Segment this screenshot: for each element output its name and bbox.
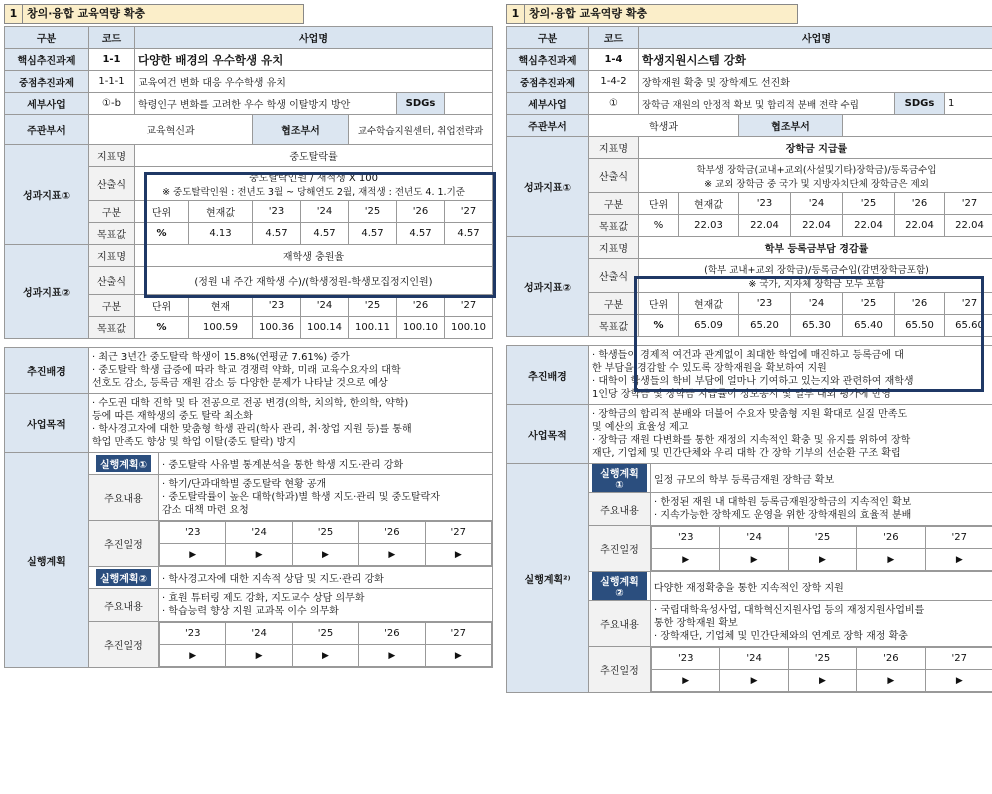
plan1-schedule [651,526,992,571]
year-25: '25 [843,293,895,315]
indicator2-current-label: 현재 [189,295,253,317]
plan1-title: 일정 규모의 학부 등록금재원 장학금 확보 [651,464,992,493]
plan2-tag: 실행계획② [592,572,647,600]
indicator1-target-23: 4.57 [253,223,301,245]
indicator1-label: 성과지표① [5,145,89,245]
plan1-tag: 실행계획① [96,455,151,472]
indicator1-target-27: 22.04 [945,215,992,237]
background-line: · 대학이 학생들의 학비 부담에 얼마나 기여하고 있는지와 관련하여 재학생 [592,376,914,387]
sched-year: '26 [359,522,425,544]
indicator1-formula: 중도탈락인원 / 재적생 X 100 [249,173,378,184]
sched-year: '23 [652,648,720,670]
detail-label: 세부사업 [507,93,589,115]
year-24: '24 [791,293,843,315]
indicator1-current-label: 현재값 [189,201,253,223]
plan-table [506,345,992,693]
core-label: 핵심추진과제 [5,49,89,71]
header-name: 사업명 [135,27,493,49]
sched-year: '24 [720,648,788,670]
indicator2-target-24: 100.14 [301,317,349,339]
indicator2-name: 학부 등록금부담 경감률 [639,237,992,259]
indicator1-target-25: 22.04 [843,215,895,237]
indicator1-current: 4.13 [189,223,253,245]
mid-code: 1-4-2 [589,71,639,93]
indicator2-target-27: 100.10 [445,317,493,339]
background-line: 1인당 장학금 및 장학금 지급률이 정보공시 및 일부 대외 평가에 반영 [592,389,891,400]
plan1-line: · 중도탈락률이 높은 대학(학과)별 학생 지도·관리 및 중도탈락자 [162,492,440,503]
plan1-line: · 지속가능한 장학제도 운영을 위한 장학재원의 효율적 분배 [654,510,912,521]
indicator1-unit-label: 단위 [639,193,679,215]
background-line: 한 부담을 경감할 수 있도록 장학재원을 확보하여 지원 [592,363,827,374]
sched-year: '25 [788,648,856,670]
year-24: '24 [791,193,843,215]
indicator2-current: 100.59 [189,317,253,339]
sdgs-value [445,93,493,115]
schedule-arrow-icon: ▶ [292,645,358,667]
year-23: '23 [253,295,301,317]
indicator1-target-27: 4.57 [445,223,493,245]
schedule-arrow-icon: ▶ [720,670,788,692]
plan2-schedule [651,647,992,692]
sched-year: '27 [925,527,992,549]
dept-label: 주관부서 [5,115,89,145]
year-23: '23 [253,201,301,223]
plan1-content-label: 주요내용 [89,475,159,521]
year-27: '27 [445,295,493,317]
plan1-schedule [159,521,492,566]
purpose-line: 등에 따른 재학생의 중도 탈락 최소화 [92,411,253,422]
indicator1-name-label: 지표명 [589,137,639,159]
section-title: 1 창의·융합 교육역량 확충 [506,4,798,24]
year-23: '23 [739,293,791,315]
header-name: 사업명 [639,27,992,49]
year-24: '24 [301,295,349,317]
indicator2-target-label: 목표값 [89,317,135,339]
header-code: 코드 [589,27,639,49]
schedule-arrow-icon: ▶ [359,645,425,667]
background-label: 추진배경 [507,346,589,405]
sched-year: '26 [857,527,925,549]
year-23: '23 [739,193,791,215]
plan2-schedule-label: 추진일정 [589,647,651,693]
indicator1-unit-label: 단위 [135,201,189,223]
plan2-tag: 실행계획② [96,569,151,586]
plan2-title: · 학사경고자에 대한 지속적 상담 및 지도·관리 강화 [159,567,493,589]
purpose-line: · 수도권 대학 진학 및 타 전공으로 전공 변경(의학, 치의학, 한의학, 약학) [92,398,409,409]
indicator2-unit: % [135,317,189,339]
plan2-line: · 효원 튜터링 제도 강화, 지도교수 상담 의무화 [162,593,365,604]
indicator1-label: 성과지표① [507,137,589,237]
indicator1-formula-note: ※ 중도탈락인원 : 전년도 3월 ~ 당해연도 2월, 재적생 : 전년도 4. 1.기준 [162,187,465,198]
coop-dept: 교수학습지원센터, 취업전략과 [349,115,493,145]
plan-table [4,347,493,668]
plan1-line: · 한정된 재원 내 대학원 등록금재원장학금의 지속적인 확보 [654,497,912,508]
year-27: '27 [445,201,493,223]
project-table [506,26,992,337]
schedule-arrow-icon: ▶ [652,670,720,692]
indicator1-formula-label: 산출식 [589,159,639,193]
sched-year: '26 [857,648,925,670]
sched-year: '27 [425,623,491,645]
dept-main: 학생과 [589,115,739,137]
indicator1-formula: 학부생 장학금(교내+교외(사설및기타)장학금)/등록금수입 [696,164,937,176]
background-line: 선호도 감소, 등록금 재원 감소 등 다양한 문제가 나타날 것으로 예상 [92,378,388,389]
background-line: · 학생들이 경제적 여건과 관계없이 최대한 학업에 매진하고 등록금에 대 [592,350,904,361]
indicator1-gubun: 구분 [589,193,639,215]
header-code: 코드 [89,27,135,49]
mid-name: 장학재원 확충 및 장학제도 선진화 [639,71,992,93]
indicator1-target-23: 22.04 [739,215,791,237]
indicator2-name-label: 지표명 [89,245,135,267]
purpose-line: · 장학금 재원 다변화를 통한 재정의 지속적인 확충 및 유지를 위하여 장학 [592,435,911,446]
indicator1-current-label: 현재값 [679,193,739,215]
purpose-label: 사업목적 [5,394,89,453]
year-25: '25 [349,201,397,223]
plan-label: 실행계획²⁾ [507,464,589,693]
header-gubun: 구분 [5,27,89,49]
plan1-title: · 중도탈락 사유별 통계분석을 통한 학생 지도·관리 강화 [159,453,493,475]
dept-main: 교육혁신과 [89,115,253,145]
schedule-arrow-icon: ▶ [359,544,425,566]
sched-year: '24 [720,527,788,549]
detail-label: 세부사업 [5,93,89,115]
schedule-arrow-icon: ▶ [425,645,491,667]
indicator1-target-24: 22.04 [791,215,843,237]
sched-year: '24 [226,623,292,645]
plan1-line: · 학기/단과대학별 중도탈락 현황 공개 [162,479,327,490]
year-26: '26 [397,201,445,223]
purpose-line: 재단, 기업체 및 민간단체와 우리 대학 간 장학 기부의 선순환 구조 확립 [592,448,901,459]
indicator2-target-24: 65.30 [791,315,843,337]
indicator1-unit: % [135,223,189,245]
plan2-schedule-label: 추진일정 [89,622,159,668]
purpose-line: · 장학금의 합리적 분배와 더불어 수요자 맞춤형 지원 확대로 실질 만족도 [592,409,908,420]
year-24: '24 [301,201,349,223]
plan1-schedule-label: 추진일정 [589,526,651,572]
schedule-arrow-icon: ▶ [160,645,226,667]
sched-year: '25 [788,527,856,549]
schedule-arrow-icon: ▶ [226,645,292,667]
schedule-arrow-icon: ▶ [925,549,992,571]
plan1-schedule-label: 추진일정 [89,521,159,567]
year-27: '27 [945,293,992,315]
indicator1-target-label: 목표값 [589,215,639,237]
indicator2-target-27: 65.60 [945,315,992,337]
core-code: 1-1 [89,49,135,71]
schedule-arrow-icon: ▶ [788,549,856,571]
year-25: '25 [843,193,895,215]
year-26: '26 [895,293,945,315]
mid-code: 1-1-1 [89,71,135,93]
indicator2-current: 65.09 [679,315,739,337]
sdgs-value: 1 [945,93,992,115]
core-name: 다양한 배경의 우수학생 유치 [135,49,493,71]
purpose-label: 사업목적 [507,405,589,464]
indicator2-unit-label: 단위 [135,295,189,317]
indicator1-formula-note: ※ 교외 장학금 중 국가 및 지방자치단체 장학금은 제외 [704,178,929,190]
indicator2-current-label: 현재값 [679,293,739,315]
indicator1-current: 22.03 [679,215,739,237]
left-page [4,4,492,668]
schedule-arrow-icon: ▶ [788,670,856,692]
mid-label: 중점추진과제 [5,71,89,93]
sched-year: '26 [359,623,425,645]
plan2-line: 통한 장학재원 확보 [654,618,738,629]
schedule-arrow-icon: ▶ [857,670,925,692]
purpose-line: 및 예산의 효율성 제고 [592,422,689,433]
header-gubun: 구분 [507,27,589,49]
indicator2-target-23: 65.20 [739,315,791,337]
indicator2-target-label: 목표값 [589,315,639,337]
schedule-arrow-icon: ▶ [292,544,358,566]
core-code: 1-4 [589,49,639,71]
schedule-arrow-icon: ▶ [425,544,491,566]
indicator2-formula-label: 산출식 [589,259,639,293]
plan2-line: · 국립대학육성사업, 대학혁신지원사업 등의 재정지원사업비를 [654,605,925,616]
indicator2-target-25: 65.40 [843,315,895,337]
plan2-line: · 학습능력 향상 지원 교과목 이수 의무화 [162,606,339,617]
indicator2-target-26: 100.10 [397,317,445,339]
sched-year: '24 [226,522,292,544]
core-label: 핵심추진과제 [507,49,589,71]
plan1-tag: 실행계획① [592,464,647,492]
sdgs-label: SDGs [895,93,945,115]
sched-year: '27 [925,648,992,670]
background-line: · 중도탈락 학생 급증에 따라 학교 경쟁력 약화, 미래 교육수요자의 대학 [92,365,401,376]
detail-name: 학령인구 변화를 고려한 우수 학생 이탈방지 방안 [135,93,397,115]
year-26: '26 [895,193,945,215]
indicator2-gubun: 구분 [589,293,639,315]
indicator2-formula: (학부 교내+교외 장학금)/등록금수입(감면장학금포함) [704,264,929,276]
schedule-arrow-icon: ▶ [720,549,788,571]
plan-label: 실행계획 [5,453,89,668]
year-27: '27 [945,193,992,215]
project-table [4,26,493,339]
purpose-line: 학업 만족도 향상 및 학업 이탈(중도 탈락) 방지 [92,437,296,448]
indicator1-target-24: 4.57 [301,223,349,245]
coop-label: 협조부서 [253,115,349,145]
indicator2-label: 성과지표② [507,237,589,337]
year-25: '25 [349,295,397,317]
plan1-content-label: 주요내용 [589,493,651,526]
indicator1-target-label: 목표값 [89,223,135,245]
background-line: · 최근 3년간 중도탈락 학생이 15.8%(연평균 7.61%) 증가 [92,352,350,363]
indicator2-formula-label: 산출식 [89,267,135,295]
detail-name: 장학금 재원의 안정적 확보 및 합리적 분배 전략 수립 [639,93,895,115]
plan2-content-label: 주요내용 [89,589,159,622]
sched-year: '23 [160,623,226,645]
sdgs-label: SDGs [397,93,445,115]
sched-year: '27 [425,522,491,544]
indicator2-target-25: 100.11 [349,317,397,339]
sched-year: '25 [292,522,358,544]
indicator1-unit: % [639,215,679,237]
purpose-line: · 학사경고자에 대한 맞춤형 학생 관리(학사 관리, 취·창업 지원 등)를 통해 [92,424,412,435]
indicator2-formula: (정원 내 주간 재학생 수)/(학생정원-학생모집정지인원) [135,267,493,295]
core-name: 학생지원시스템 강화 [639,49,992,71]
indicator2-name-label: 지표명 [589,237,639,259]
right-page [506,4,992,693]
detail-code: ①-b [89,93,135,115]
indicator1-name: 장학금 지급률 [639,137,992,159]
sched-year: '23 [652,527,720,549]
indicator2-gubun: 구분 [89,295,135,317]
indicator2-unit: % [639,315,679,337]
plan2-schedule [159,622,492,667]
section-title: 1 창의·융합 교육역량 확충 [4,4,304,24]
indicator1-target-25: 4.57 [349,223,397,245]
dept-label: 주관부서 [507,115,589,137]
indicator1-name: 중도탈락률 [135,145,493,167]
schedule-arrow-icon: ▶ [226,544,292,566]
schedule-arrow-icon: ▶ [925,670,992,692]
indicator1-gubun: 구분 [89,201,135,223]
indicator1-name-label: 지표명 [89,145,135,167]
indicator2-target-23: 100.36 [253,317,301,339]
indicator1-formula-label: 산출식 [89,167,135,201]
plan1-line: 감소 대책 마련 요청 [162,505,249,516]
plan2-line: · 장학재단, 기업체 및 민간단체와의 연계로 장학 재정 확충 [654,631,908,642]
indicator2-unit-label: 단위 [639,293,679,315]
mid-name: 교육여건 변화 대응 우수학생 유치 [135,71,493,93]
schedule-arrow-icon: ▶ [857,549,925,571]
sched-year: '25 [292,623,358,645]
plan2-content-label: 주요내용 [589,601,651,647]
schedule-arrow-icon: ▶ [652,549,720,571]
indicator2-target-26: 65.50 [895,315,945,337]
sched-year: '23 [160,522,226,544]
indicator1-target-26: 22.04 [895,215,945,237]
mid-label: 중점추진과제 [507,71,589,93]
indicator2-label: 성과지표② [5,245,89,339]
indicator1-target-26: 4.57 [397,223,445,245]
coop-dept [843,115,992,137]
year-26: '26 [397,295,445,317]
plan2-title: 다양한 재정확충을 통한 지속적인 장학 지원 [651,572,992,601]
detail-code: ① [589,93,639,115]
schedule-arrow-icon: ▶ [160,544,226,566]
indicator2-formula-note: ※ 국가, 지자체 장학금 모두 포함 [748,278,885,290]
background-label: 추진배경 [5,348,89,394]
coop-label: 협조부서 [739,115,843,137]
indicator2-name: 재학생 충원율 [135,245,493,267]
